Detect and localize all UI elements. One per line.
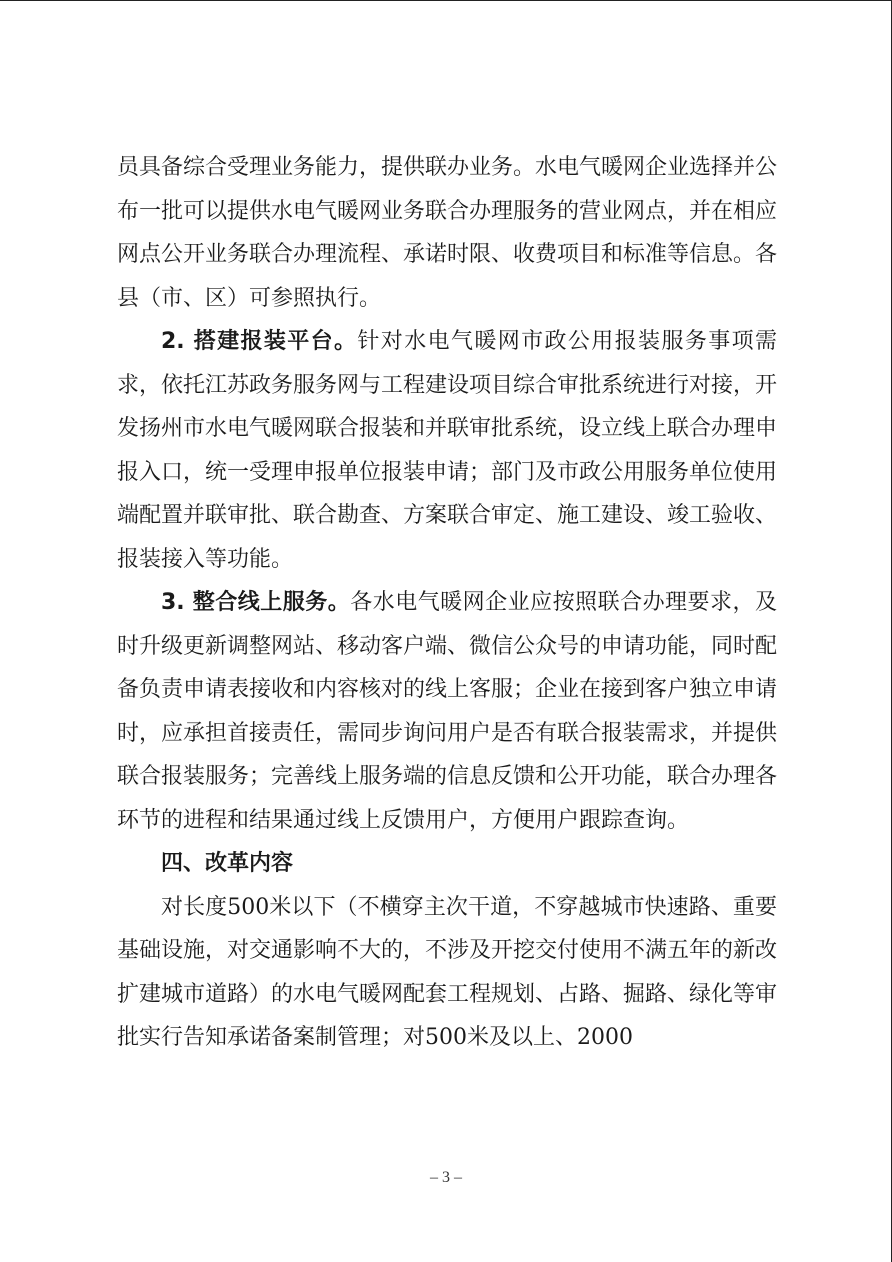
- paragraph-continuation: 员具备综合受理业务能力，提供联办业务。水电气暖网企业选择并公布一批可以提供水电气暖网业务联合办理服务的营业网点，并在相应网点公开业务联合办理流程、承诺时限、收费项目和标准等信息。各县（市、区）可参照执行。: [117, 155, 778, 311]
- section-heading: 四、改革内容: [161, 851, 294, 876]
- paragraph-reform-content: 对长度500米以下（不横穿主次干道，不穿越城市快速路、重要基础设施，对交通影响不大的，不涉及开挖交付使用不满五年的新改扩建城市道路）的水电气暖网配套工程规划、占路、掘路、绿化等审批实行告知承诺备案制管理；对500米及以上、2000: [117, 894, 778, 1050]
- document-body: [117, 146, 777, 1060]
- item-2-body: 针对水电气暖网市政公用报装服务事项需求，依托江苏政务服务网与工程建设项目综合审批系统进行对接，开发扬州市水电气暖网联合报装和并联审批系统，设立线上联合办理申报入口，统一受理申报单位报装申请；部门及市政公用服务单位使用端配置并联审批、联合勘查、方案联合审定、施工建设、竣工验收、报装接入等功能。: [117, 329, 778, 572]
- item-3-body: 各水电气暖网企业应按照联合办理要求，及时升级更新调整网站、移动客户端、微信公众号的申请功能，同时配备负责申请表接收和内容核对的线上客服；企业在接到客户独立申请时，应承担首接责任，需同步询问用户是否有联合报装需求，并提供联合报装服务；完善线上服务端的信息反馈和公开功能，联合办理各环节的进程和结果通过线上反馈用户，方便用户跟踪查询。: [117, 590, 778, 833]
- item-3-heading: 3. 整合线上服务。: [161, 590, 351, 615]
- paragraph-item-3: [117, 581, 777, 842]
- page-number: – 3 –: [430, 1169, 462, 1186]
- item-2-heading: 2. 搭建报装平台。: [161, 329, 358, 354]
- paragraph-item-2: [117, 320, 777, 581]
